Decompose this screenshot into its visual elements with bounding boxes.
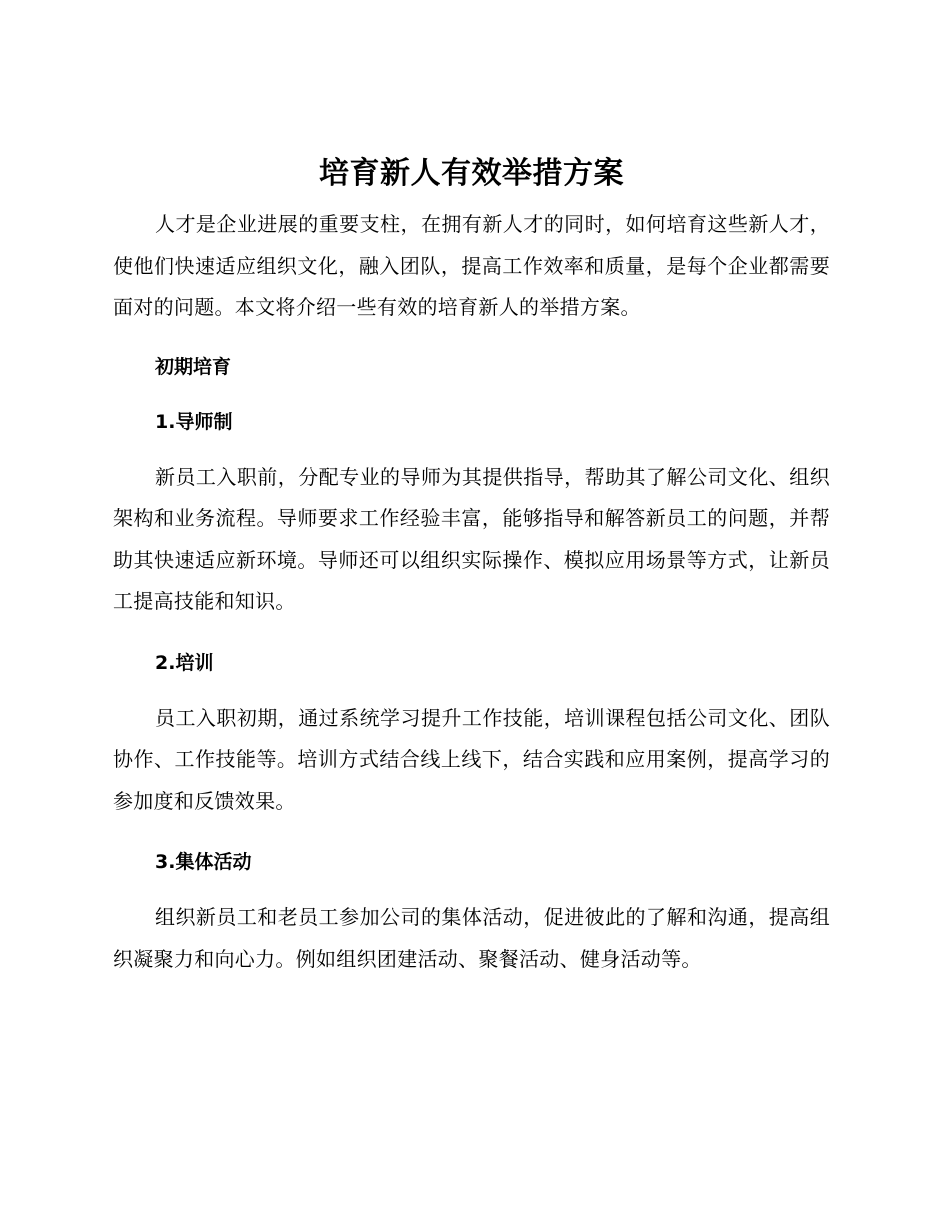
document-title: 培育新人有效举措方案 xyxy=(319,156,624,191)
document-page xyxy=(113,150,830,980)
item-body-training: 员工入职初期，通过系统学习提升工作技能，培训课程包括公司文化、团队协作、工作技能等。培训方式结合线上线下，结合实践和应用案例，提高学习的参加度和反馈效果。 xyxy=(113,705,830,813)
item-body-mentor: 新员工入职前，分配专业的导师为其提供指导，帮助其了解公司文化、组织架构和业务流程。导师要求工作经验丰富，能够指导和解答新员工的问题，并帮助其快速适应新环境。导师还可以组织实际操作、模拟应用场景等方式，让新员工提高技能和知识。 xyxy=(113,464,830,613)
intro-paragraph: 人才是企业进展的重要支柱，在拥有新人才的同时，如何培育这些新人才，使他们快速适应组织文化，融入团队，提高工作效率和质量，是每个企业都需要面对的问题。本文将介绍一些有效的培育新人的举措方案。 xyxy=(113,212,830,319)
item-body-group-activities: 组织新员工和老员工参加公司的集体活动，促进彼此的了解和沟通，提高组织凝聚力和向心力。例如组织团建活动、聚餐活动、健身活动等。 xyxy=(113,905,830,971)
item-heading-training: 2.培训 xyxy=(155,651,214,674)
item-heading-group-activities: 3.集体活动 xyxy=(155,851,252,873)
section-heading-initial-training: 初期培育 xyxy=(155,355,232,378)
item-heading-mentor: 1.导师制 xyxy=(155,410,233,433)
